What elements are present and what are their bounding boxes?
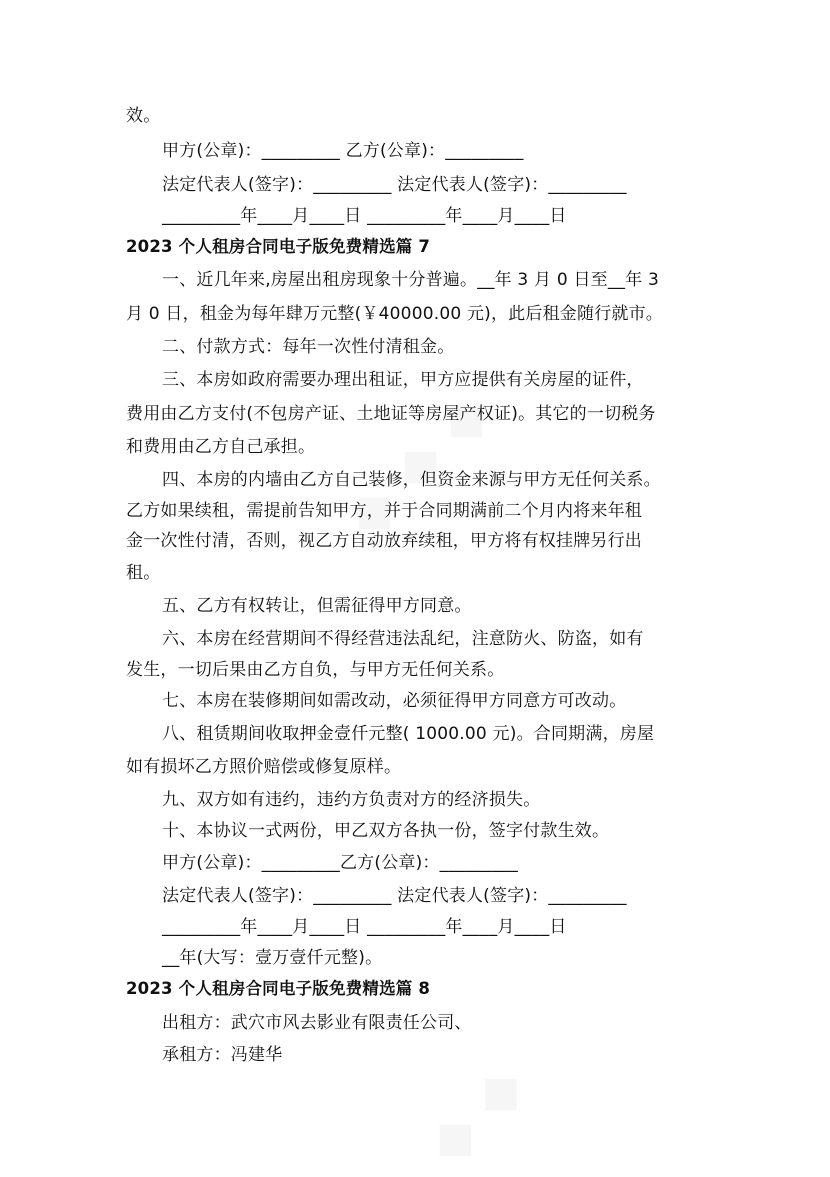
section-heading: 2023 个人租房合同电子版免费精选篇 7 xyxy=(126,237,431,256)
text-line: __年(大写：壹万壹仟元整)。 xyxy=(162,948,383,968)
watermark xyxy=(412,1051,537,1176)
text-line: 效。 xyxy=(126,106,161,126)
signature-line: 法定代表人(签字)：_________ 法定代表人(签字)：_________ xyxy=(162,175,627,195)
paragraph-line: 租。 xyxy=(126,563,161,583)
paragraph-line: 一、近几年来,房屋出租房现象十分普遍。__年 3 月 0 日至__年 3 xyxy=(162,270,660,290)
paragraph-line: 三、本房如政府需要办理出租证，甲方应提供有关房屋的证件， xyxy=(162,370,644,390)
paragraph-line: 费用由乙方支付(不包房产证、土地证等房屋产权证)。其它的一切税务 xyxy=(126,404,656,424)
paragraph-line: 八、租赁期间收取押金壹仟元整( 1000.00 元)。合同期满，房屋 xyxy=(162,724,655,744)
date-line: _________年____月____日 _________年____月____日 xyxy=(162,917,567,937)
section-heading: 2023 个人租房合同电子版免费精选篇 8 xyxy=(126,979,431,998)
paragraph-line: 六、本房在经营期间不得经营违法乱纪，注意防火、防盗，如有 xyxy=(162,629,644,649)
paragraph-line: 如有损坏乙方照价赔偿或修复原样。 xyxy=(126,757,402,777)
signature-line: 甲方(公章)：_________ 乙方(公章)：_________ xyxy=(162,141,524,161)
paragraph-line: 十、本协议一式两份，甲乙双方各执一份，签字付款生效。 xyxy=(162,821,610,841)
paragraph-line: 五、乙方有权转让，但需征得甲方同意。 xyxy=(162,596,472,616)
signature-line: 法定代表人(签字)：_________ 法定代表人(签字)：_________ xyxy=(162,886,627,906)
paragraph-line: 和费用由乙方自己承担。 xyxy=(126,437,316,457)
party-line: 出租方：武穴市风去影业有限责任公司、 xyxy=(162,1013,472,1033)
paragraph-line: 发生，一切后果由乙方自负，与甲方无任何关系。 xyxy=(126,660,505,680)
paragraph-line: 乙方如果续租，需提前告知甲方，并于合同期满前二个月内将来年租 xyxy=(126,501,642,521)
paragraph-line: 二、付款方式：每年一次性付清租金。 xyxy=(162,337,455,357)
paragraph-line: 月 0 日，租金为每年肆万元整(￥40000.00 元)，此后租金随行就市。 xyxy=(126,304,664,324)
paragraph-line: 七、本房在装修期间如需改动，必须征得甲方同意方可改动。 xyxy=(162,691,627,711)
signature-line: 甲方(公章)：_________乙方(公章)：_________ xyxy=(162,853,518,873)
party-line: 承租方：冯建华 xyxy=(162,1045,283,1065)
paragraph-line: 金一次性付清，否则，视乙方自动放弃续租，甲方将有权挂牌另行出 xyxy=(126,531,642,551)
paragraph-line: 九、双方如有违约，违约方负责对方的经济损失。 xyxy=(162,790,541,810)
paragraph-line: 四、本房的内墙由乙方自己装修，但资金来源与甲方无任何关系。 xyxy=(162,470,661,490)
date-line: _________年____月____日 _________年____月____日 xyxy=(162,206,567,226)
